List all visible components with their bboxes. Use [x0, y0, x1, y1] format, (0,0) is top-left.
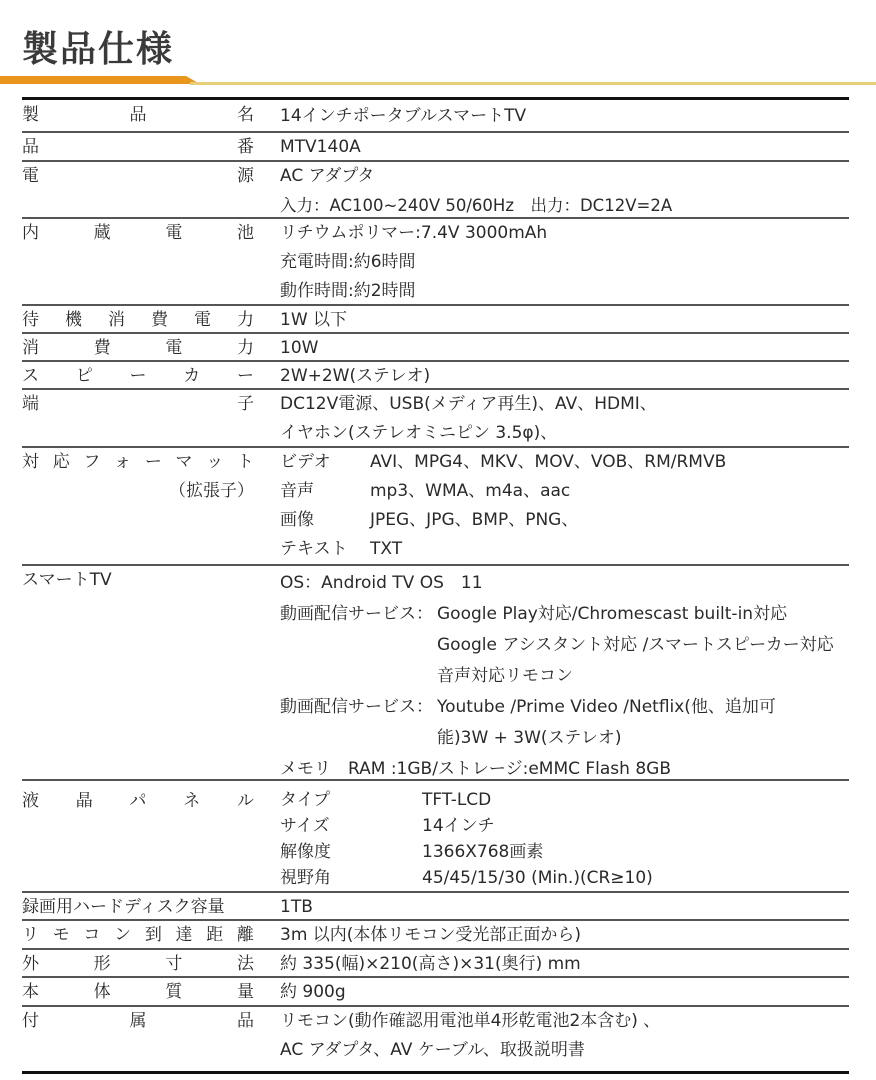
label-char: 費 — [93, 338, 111, 358]
label-char: 到 — [144, 925, 162, 945]
label-char: ル — [237, 791, 254, 811]
label-char: ネ — [183, 791, 201, 811]
service-value-line: Google Play対応/Chromescast built-in対応 — [437, 604, 788, 624]
label-char: 離 — [236, 925, 254, 945]
service-key: 動画配信サービス： — [280, 697, 433, 717]
label-char: 品 — [22, 137, 39, 157]
panel-key: 視野角 — [280, 868, 331, 888]
format-value: mp3、WMA、m4a、aac — [370, 481, 571, 501]
spec-row-model — [22, 133, 849, 162]
spec-row-battery — [22, 219, 849, 306]
format-value: AVI、MPG4、MKV、MOV、VOB、RM/RMVB — [370, 452, 727, 472]
spec-row-lcd-panel — [22, 781, 849, 893]
format-value: JPEG、JPG、BMP、PNG、 — [370, 510, 579, 530]
spec-value-line: AC アダプタ — [280, 166, 375, 186]
format-key: テキスト — [280, 539, 348, 559]
spec-label — [22, 162, 254, 190]
spec-label — [22, 950, 254, 978]
label-char: 機 — [65, 310, 82, 330]
label-char: 池 — [236, 223, 254, 243]
spec-table — [22, 101, 849, 1071]
panel-item-viewing-angle — [280, 865, 849, 891]
label-char: 距 — [206, 925, 224, 945]
label-char: ッ — [206, 452, 224, 472]
format-value: TXT — [370, 539, 403, 559]
spec-value: MTV140A — [280, 137, 361, 157]
label-char: 消 — [108, 310, 125, 330]
label-char: ト — [236, 452, 254, 472]
label-char: 消 — [22, 338, 39, 358]
spec-label-sub: （拡張子） — [169, 481, 254, 501]
panel-value: 14インチ — [422, 816, 495, 836]
label-text: 録画用ハードディスク容量 — [22, 897, 225, 917]
label-char: 電 — [165, 223, 183, 243]
spec-label — [22, 219, 254, 247]
spec-value-line: イヤホン(ステレオミニピン 3.5φ)、 — [280, 423, 558, 443]
label-char: 法 — [236, 954, 254, 974]
label-char: 電 — [165, 338, 183, 358]
service-value-line: Google アシスタント対応 /スマートスピーカー対応 — [437, 635, 834, 655]
label-char: 電 — [22, 166, 39, 186]
spec-row-dimensions — [22, 950, 849, 978]
format-key: 画像 — [280, 510, 314, 530]
spec-value-line: 動作時間:約2時間 — [280, 281, 416, 301]
label-char: リ — [22, 925, 39, 945]
label-char: 液 — [22, 791, 39, 811]
spec-row-product-name — [22, 101, 849, 133]
page-title: 製品仕様 — [22, 29, 175, 70]
format-item-video — [280, 448, 849, 477]
label-char: 品 — [129, 105, 147, 125]
format-key: 音声 — [280, 481, 314, 501]
spec-label — [22, 921, 254, 949]
spec-value-line: DC12V電源、USB(メディア再生)、AV、HDMI、 — [280, 394, 657, 414]
spec-row-smart-tv — [22, 566, 849, 781]
spec-label — [22, 893, 254, 921]
spec-value-line: リモコン(動作確認用電池単4形乾電池2本含む) 、 — [280, 1011, 661, 1031]
spec-value: 2W+2W(ステレオ) — [280, 366, 431, 386]
service-value-line: 能)3W + 3W(ステレオ) — [437, 728, 622, 748]
label-char: コ — [83, 925, 101, 945]
spec-value: 約 335(幅)×210(高さ)×31(奥行) mm — [280, 954, 581, 974]
label-char: 対 — [22, 452, 39, 472]
format-key: ビデオ — [280, 452, 331, 472]
label-char: 番 — [237, 137, 254, 157]
smart-tv-service-2 — [280, 692, 849, 723]
spec-value-line: 充電時間:約6時間 — [280, 252, 416, 272]
label-char: 寸 — [165, 954, 183, 974]
panel-key: サイズ — [280, 816, 330, 836]
spec-label — [22, 448, 254, 501]
spec-row-speaker — [22, 362, 849, 390]
panel-value: 1366X768画素 — [422, 842, 544, 862]
spec-row-accessories — [22, 1007, 849, 1071]
label-char: 形 — [93, 954, 111, 974]
spec-label — [22, 306, 254, 334]
panel-item-size — [280, 813, 849, 839]
label-char: 品 — [237, 1011, 254, 1031]
label-char: マ — [175, 452, 193, 472]
label-char: ピ — [75, 366, 93, 386]
label-char: ー — [237, 366, 254, 386]
label-char: ー — [129, 366, 147, 386]
label-char: 源 — [237, 166, 254, 186]
label-char: フ — [83, 452, 101, 472]
label-char: 内 — [22, 223, 39, 243]
spec-value: 3m 以内(本体リモコン受光部正面から) — [280, 925, 582, 945]
spec-label — [22, 390, 254, 418]
label-char: 量 — [236, 982, 254, 1002]
smart-tv-os: OS：Android TV OS 11 — [280, 573, 483, 593]
spec-row-hdd — [22, 893, 849, 921]
spec-value: 約 900g — [280, 982, 346, 1002]
panel-value: 45/45/15/30 (Min.)(CR≥10) — [422, 868, 653, 888]
spec-row-formats — [22, 448, 849, 566]
label-char: 蔵 — [93, 223, 111, 243]
label-char: 電 — [194, 310, 211, 330]
label-char: 力 — [237, 310, 254, 330]
panel-key: タイプ — [280, 790, 331, 810]
label-char: カ — [183, 366, 201, 386]
label-char: 費 — [151, 310, 168, 330]
smart-tv-memory: メモリ RAM :1GB/ストレージ:eMMC Flash 8GB — [280, 759, 671, 779]
label-char: 達 — [175, 925, 193, 945]
title-accent-bar — [0, 76, 200, 84]
spec-label — [22, 787, 254, 815]
label-char: 外 — [22, 954, 39, 974]
label-char: 端 — [22, 394, 39, 414]
spec-row-standby-power — [22, 306, 849, 334]
service-key: 動画配信サービス： — [280, 604, 433, 624]
label-char: 体 — [93, 982, 111, 1002]
spec-value: 14インチポータブルスマートTV — [280, 106, 527, 126]
spec-label — [22, 978, 254, 1006]
spec-label — [22, 133, 254, 161]
label-char: 力 — [236, 338, 254, 358]
label-char: 製 — [22, 105, 39, 125]
label-text: スマートTV — [22, 570, 112, 590]
label-char: 属 — [129, 1011, 147, 1031]
spec-value: 10W — [280, 338, 319, 358]
panel-item-type — [280, 787, 849, 813]
label-char: ー — [144, 452, 162, 472]
spec-label — [22, 1007, 254, 1035]
spec-label — [22, 362, 254, 390]
smart-tv-service-1 — [280, 599, 849, 630]
label-char: 本 — [22, 982, 39, 1002]
label-char: ン — [114, 925, 132, 945]
label-char: パ — [129, 791, 147, 811]
title-accent-line — [190, 82, 876, 85]
panel-value: TFT-LCD — [422, 790, 492, 810]
panel-key: 解像度 — [280, 842, 331, 862]
label-char: 名 — [237, 105, 254, 125]
service-value-line: Youtube /Prime Video /Netflix(他、追加可 — [437, 697, 776, 717]
service-value-line: 音声対応リモコン — [437, 666, 573, 686]
label-char: 応 — [52, 452, 70, 472]
spec-value: 1TB — [280, 897, 313, 917]
spec-value-line: AC アダプタ、AV ケーブル、取扱説明書 — [280, 1040, 585, 1060]
format-item-text — [280, 535, 849, 564]
panel-item-resolution — [280, 839, 849, 865]
label-char: 待 — [22, 310, 39, 330]
label-char: モ — [52, 925, 70, 945]
table-bottom-rule — [22, 1071, 849, 1074]
spec-row-terminals — [22, 390, 849, 448]
spec-row-power-consumption — [22, 334, 849, 362]
table-top-rule — [22, 97, 849, 100]
label-char: ス — [22, 366, 39, 386]
spec-value-line: 入力：AC100~240V 50/60Hz 出力：DC12V=2A — [280, 196, 673, 215]
label-char: ォ — [114, 452, 132, 472]
format-item-audio — [280, 477, 849, 506]
format-item-image — [280, 506, 849, 535]
spec-label — [22, 101, 254, 129]
label-char: 質 — [165, 982, 183, 1002]
label-char: 晶 — [75, 791, 93, 811]
spec-label — [22, 334, 254, 362]
spec-row-power — [22, 162, 849, 219]
label-char: 付 — [22, 1011, 39, 1031]
spec-label — [22, 566, 254, 594]
spec-value: 1W 以下 — [280, 310, 348, 330]
label-char: 子 — [237, 394, 254, 414]
spec-row-remote-range — [22, 921, 849, 950]
spec-value-line: リチウムポリマー:7.4V 3000mAh — [280, 223, 548, 243]
spec-row-weight — [22, 978, 849, 1007]
